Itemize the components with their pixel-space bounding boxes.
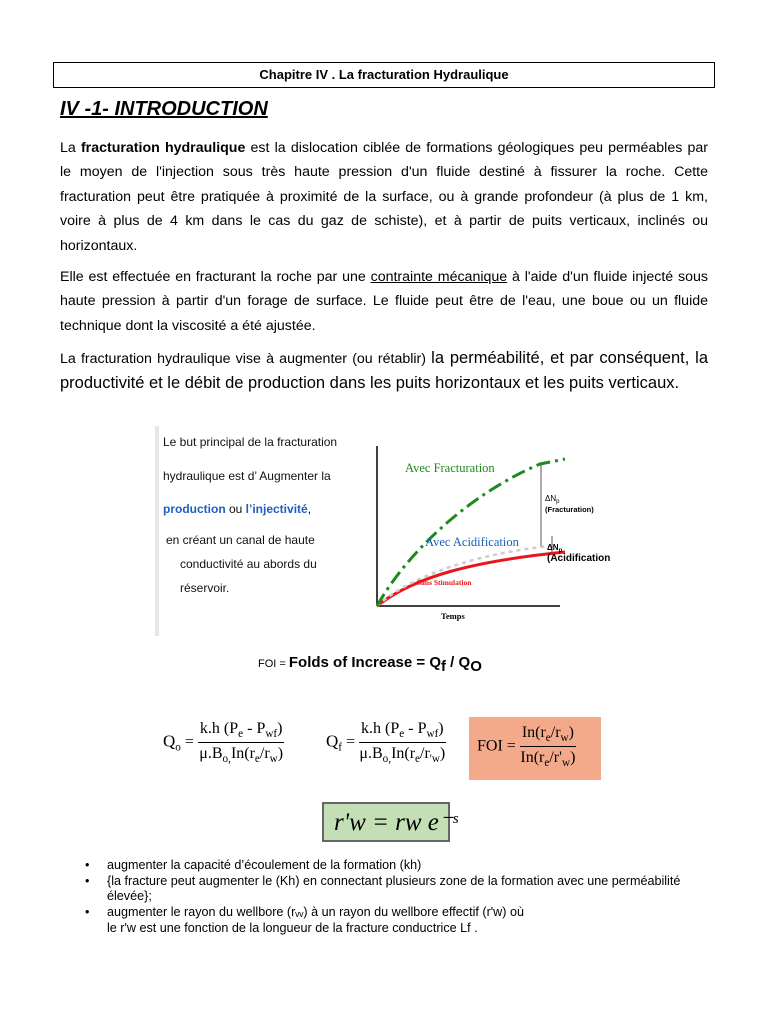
figure-text-line6: réservoir. xyxy=(180,581,230,595)
effective-radius-formula: r'w = rw e⁻ˢ xyxy=(322,802,450,842)
benefits-list xyxy=(85,858,725,937)
label-avec-fracturation: Avec Fracturation xyxy=(405,461,495,475)
curve-avec-acidification xyxy=(377,546,550,606)
figure-text-line3: production ou l’injectivité, xyxy=(163,502,312,516)
x-axis-label: Temps xyxy=(441,611,465,621)
figure-text-line5: conductivité au abords du xyxy=(180,557,317,571)
list-item: • augmenter le rayon du wellbore (rᵥᵥ) à un rayon du wellbore effectif (r'w) où xyxy=(85,905,524,919)
paragraph-definition: La fracturation hydraulique est la dislocation ciblée de formations géologiques peu perméables par le moyen de l'injection sous très haute pression d'un fluide destiné à fissurer la roche. Cette fracturation peut être pratiquée à proximité de la surface, ou à grande profondeur (à plus de 1 km, voire à plus de 4 km dans le cas du gaz de schiste), et à partir de puits verticaux, inclinés ou horizontaux. xyxy=(60,140,708,254)
figure-text-line2: hydraulique est d’ Augmenter la xyxy=(163,469,331,483)
label-delta-acid: $\Delta N_p$ xyxy=(547,543,563,554)
label-sans-stimulation: Sans Stimulation xyxy=(417,578,472,587)
list-item-continuation: le r'w est une fonction de la longueur de la fracture conductrice Lf . xyxy=(107,921,478,935)
equation-qo: $Q_o$ = $\frac{k.h (P_e - P_{wf})}{\mu.B_{o,}In(r_e/r_w)}$ xyxy=(163,720,284,766)
list-item: • augmenter la capacité d’écoulement de la formation (kh) xyxy=(85,858,422,872)
section-title: IV -1- INTRODUCTION xyxy=(60,98,268,120)
paragraph-goal: La fracturation hydraulique vise à augmenter (ou rétablir) la perméabilité, et par conséquent, la productivité et le débit de production dans les puits horizontaux et les puits verticaux. xyxy=(60,349,708,393)
label-avec-acidification: Avec Acidification xyxy=(425,535,519,549)
paragraph-method: Elle est effectuée en fracturant la roche par une contrainte mécanique à l'aide d'un fluide injecté sous haute pression à partir d'un forage de surface. Le fluide peut être de l'eau, une boue ou un fluide technique dont la viscosité a été ajustée. xyxy=(60,269,708,334)
figure-text-line1: Le but principal de la fracturation xyxy=(163,435,338,449)
label-delta-frac-caption: (Fracturation) xyxy=(545,505,594,514)
foi-definition: FOI = Folds of Increase = $Q_f / Q_O$ xyxy=(258,654,482,676)
list-item: • {la fracture peut augmenter le (Kh) en connectant plusieurs zone de la formation avec une perméabilité élevée}; xyxy=(85,874,681,903)
label-delta-frac: $\Delta N_p$ xyxy=(545,494,560,505)
chapter-header: Chapitre IV . La fracturation Hydraulique xyxy=(53,62,715,88)
equation-qf: $Q_f$ = $\frac{k.h (P_e - P_{wf})}{\mu.B_{o,}In(r_e/r_{'w})}$ xyxy=(326,720,446,766)
label-delta-acid-caption: (Acidification xyxy=(547,553,611,564)
link-contrainte-mecanique[interactable]: contrainte mécanique xyxy=(370,269,508,285)
production-curves-chart xyxy=(155,426,615,636)
equation-foi: FOI = $\frac{In(r_e/r_w)}{In(r_e/r'_w)}$ xyxy=(477,724,576,770)
figure-text-line4: en créant un canal de haute xyxy=(166,533,315,547)
term-fracturation-hydraulique: fracturation hydraulique xyxy=(80,140,246,156)
stimulation-figure xyxy=(155,426,615,636)
